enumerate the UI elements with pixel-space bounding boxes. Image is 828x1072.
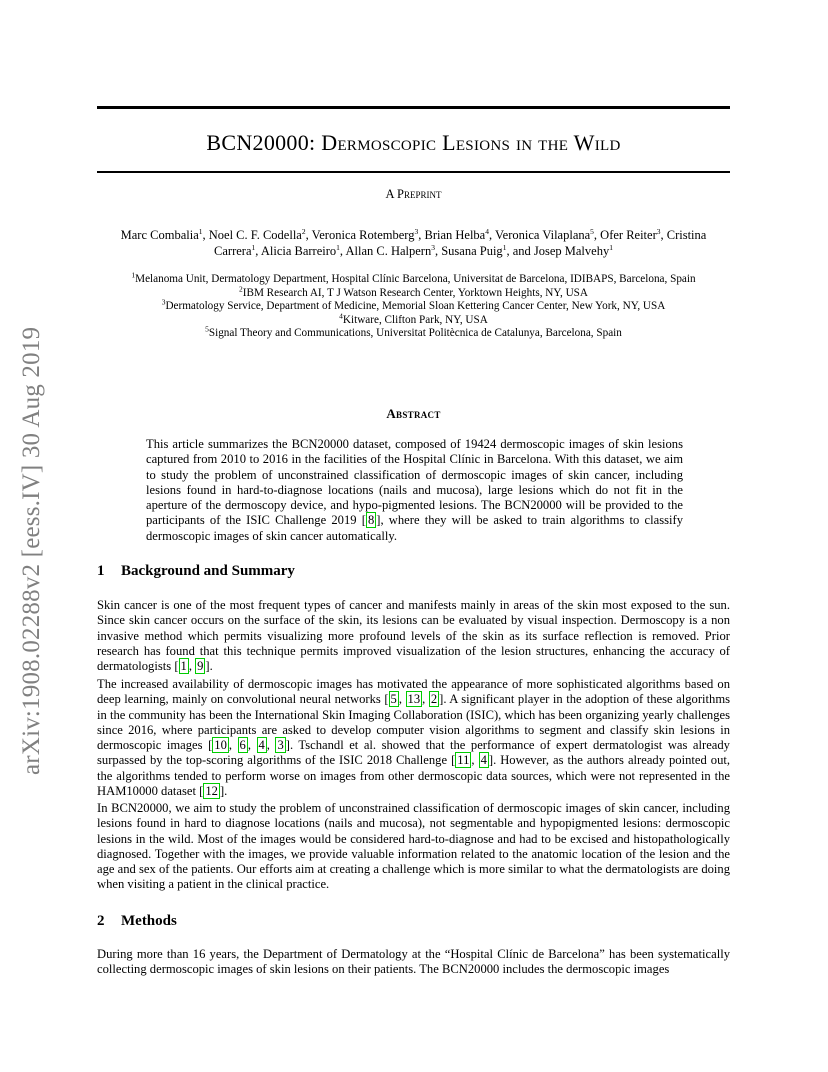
abstract-text: This article summarizes the BCN20000 dataset, composed of 19424 dermoscopic images of skin lesions captured from 2010 to 2016 in the facilities of the Hospital Clínic in Barcelona. With this dataset, we aim to study the problem of unconstrained classification of dermoscopic images of skin cancer, including lesions found in hard-to-diagnose locations (nails and mucosa), large lesions which do not fit in the aperture of the dermoscopy device, and hypo-pigmented lesions. The BCN20000 will be provided to the participants of the ISIC Challenge 2019 [ 8 ], where they will be asked to train algorithms to classify dermoscopic images of skin cancer automatically. bbox=[146, 437, 683, 543]
section-heading-background: 1 Background and Summary bbox=[97, 563, 295, 579]
citation-link[interactable]: 5 bbox=[390, 692, 397, 707]
citation-link[interactable]: 3 bbox=[277, 738, 284, 753]
title-top-rule bbox=[97, 106, 730, 109]
paper-title: BCN20000: Dermoscopic Lesions in the Wild bbox=[206, 130, 621, 155]
title-bottom-rule bbox=[97, 171, 730, 173]
preprint-label: A Preprint bbox=[385, 187, 442, 201]
citation-link[interactable]: 2 bbox=[430, 692, 438, 707]
affiliation-line: $^5$Signal Theory and Communications, Universitat Politècnica de Catalunya, Barcelona, Spain bbox=[205, 324, 622, 340]
citation-link[interactable]: 9 bbox=[197, 659, 204, 674]
citation-link[interactable]: 4 bbox=[480, 753, 487, 768]
affiliation-line: $^3$Dermatology Service, Department of Medicine, Memorial Sloan Kettering Cancer Center, New York, NY, USA bbox=[161, 297, 666, 313]
paragraph: During more than 16 years, the Department of Dermatology at the “Hospital Clínic de Barcelona” has been systematically collecting dermoscopic images of skin lesions on their patients. The BCN20000 includes the dermoscopic images bbox=[97, 947, 730, 977]
citation-link[interactable]: 13 bbox=[407, 692, 421, 707]
affiliation-line: $^4$Kitware, Clifton Park, NY, USA bbox=[339, 311, 488, 326]
paragraph: In BCN20000, we aim to study the problem of unconstrained classification of dermoscopic images of skin cancer, including lesions found in hard to diagnose locations (nails and mucosa), not segmentable and hypopigmented lesions: dermoscopic lesions in the wild. Most of the images would be considered hard-to-diagnose and had to be excised and histopathologically diagnosed. Together with the images, we provide valuable information related to the anatomic location of the lesion and the age and sex of the patients. Our efforts aim at creating a challenge which is more similar to what the dermatologists are doing when visiting a patient in the clinical practice. bbox=[97, 801, 730, 892]
paragraph: The increased availability of dermoscopic images has motivated the appearance of more sophisticated algorithms based on deep learning, mainly on convolutional neural networks [ 5 , 13 , 2 ]. A significant player in the adoption of these algorithms in the community has been the International Skin Imaging Collaboration (ISIC), which has been organizing yearly challenges since 2016, where participants are asked to develop computer vision algorithms to segment and classify skin lesions in dermoscopic images [ 10 , 6 , 4 , 3 ]. Tschandl et al. showed that the performance of expert dermatologist was already surpassed by the top-scoring algorithms of the ISIC 2018 Challenge [ 11 , 4 ]. However, as the authors already pointed out, the algorithms tended to perform worse on images from other dermoscopic data sources, which were not represented in the HAM10000 dataset [ 12 ]. bbox=[97, 677, 731, 799]
citation-link[interactable]: 10 bbox=[214, 738, 227, 753]
author-list: Marc Combalia$^1$, Noel C. F. Codella$^2$, Veronica Rotemberg$^3$, Brian Helba$^4$, Veronica Vilaplana$^5$, Ofer Reiter$^3$, Cristina Carrera$^1$, Alicia Barreiro$^1$, Allan C. Halpern$^3$, Susana Puig$^1$, and Josep Malvehy$^1$ bbox=[120, 226, 707, 258]
arxiv-identifier: arXiv:1908.02288v2 [eess.IV] 30 Aug 2019 bbox=[18, 326, 45, 775]
affiliation-line: $^1$Melanoma Unit, Dermatology Department, Hospital Clínic Barcelona, Universitat de Barcelona, IDIBAPS, Barcelona, Spain bbox=[131, 270, 696, 285]
citation-link[interactable]: 12 bbox=[205, 784, 218, 799]
citation-link[interactable]: 1 bbox=[180, 659, 187, 674]
citation-link[interactable]: 4 bbox=[258, 738, 265, 753]
affiliation-line: $^2$IBM Research AI, T J Watson Research Center, Yorktown Heights, NY, USA bbox=[239, 283, 588, 299]
affiliations bbox=[97, 270, 730, 341]
abstract-heading: Abstract bbox=[386, 406, 441, 421]
citation-link[interactable]: 6 bbox=[239, 738, 246, 753]
citation-link[interactable]: 8 bbox=[367, 513, 375, 528]
section-heading-methods: 2 Methods bbox=[97, 913, 177, 929]
citation-link[interactable]: 11 bbox=[457, 753, 470, 768]
paragraph: Skin cancer is one of the most frequent types of cancer and manifests mainly in areas of the skin most exposed to the sun. Since skin cancer occurs on the surface of the skin, its lesions can be evaluated by visual inspection. Dermoscopy is a non invasive method which permits visualizing more profound levels of the skin as its surface reflection is removed. Prior research has found that this technique permits improved visualization of the lesion structures, enhancing the accuracy of dermatologists [ 1 , 9 ]. bbox=[97, 598, 730, 674]
